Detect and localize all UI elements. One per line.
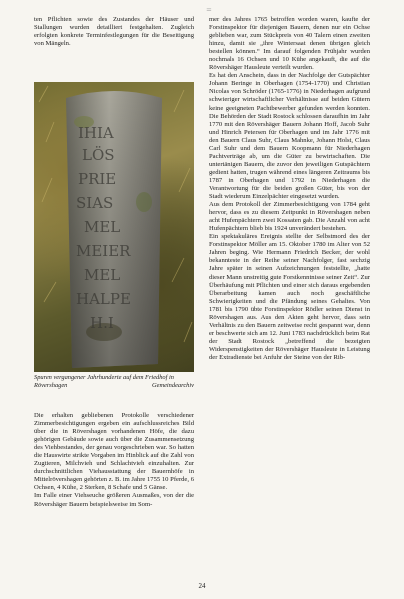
paragraph: Es hat den Anschein, dass in der Nachfolge der Gutspächter Johann Beringe in Oberhagen (1754-1770) und Christian Nicolas von Schröder (1765-1776) in Niederhagen aufgrund schwieriger wirtschaftlicher Verhältnisse auf beiden Gütern keine geeigneten Pachtbewerber gefunden werden konnten. Die Behörden der Stadt Rostock schlossen daraufhin im Jahr 1770 mit den Rövershäger Bauern Johann Hoff, Jacob Suhr und Hinrich Petersen für Oberhagen und im Jahr 1776 mit den Bauern Claus Suhr, Claus Mahnke, Johann Holst, Claus Carl Suhr und dem Bauern Koopmann für Niederhagen Pachtverträge ab, um die Güter zu bewirtschaften. Die untertänigen Bauern, die zuvor den jeweiligen Gutspächtern gedient hatten, trugen während eines längeren Zeitraums bis 1787 in Oberhagen und 1792 in Niederhagen die Verantwortung für die beiden großen Güter, bis von der Stadt wiederum Einzelpächter eingesetzt wurden.: [209, 72, 370, 201]
paragraph: mer des Jahres 1765 betroffen worden waren, kaufte der Forstinspektor für diejenigen Bauern, denen nur ein Ochse geblieben war, zum Stückpreis von 40 Talern einen zweiten hinzu, damit sie „ihre Wintersaat denen übrigen gleich bestellen können.“ Im darauf folgenden Frühjahr wurden nochmals 16 Ochsen und 10 Kühe angekauft, die auf die Rövershäger Hausleute verteilt wurden.: [209, 16, 370, 72]
gravestone-illustration: [34, 82, 194, 372]
left-column-bottom: [34, 412, 194, 509]
caption-text: Spuren vergangener Jahrhunderte auf dem Friedhof in Rövershagen: [34, 374, 174, 389]
inscription-line: H.I: [90, 314, 114, 332]
paragraph: Im Falle einer Viehseuche größeren Ausmaßes, von der die Rövershäger Bauern beispielsweise im Som-: [34, 492, 194, 508]
paragraph: Aus dem Protokoll der Zimmerbesichtigung von 1784 geht hervor, dass es zu diesem Zeitpunkt in Rövershagen neben acht Hufenpächtern zwei Kossaten gab. Die Anzahl von acht Hufenpächtern blieb bis 1924 unverändert bestehen.: [209, 201, 370, 233]
inscription-line: LÖS: [82, 146, 115, 164]
right-column: [209, 16, 370, 362]
inscription-line: PRIE: [78, 170, 117, 188]
paragraph: Die erhalten gebliebenen Protokolle verschiedener Zimmerbesichtigungen ergeben ein aufschlussreiches Bild über die in Rövershagen vorhandenen Höfe, die dazu gehörigen Gebäude sowie auch über die Zusammensetzung des Viehbestandes, der genau vorgeschrieben war. So hatten die Hauswirte strikte Vorgaben im Hinblick auf die Zahl von Zugtieren, Milchvieh und Schlachtvieh einzuhalten. Zur durchschnittlichen Viehausstattung der Bauernhöfe in Mittelrövershagen gehörten z. B. im Jahre 1755 10 Pferde, 6 Ochsen, 4 Kühe, 2 Sterken, 8 Schafe und 5 Gänse.: [34, 412, 194, 492]
inscription-line: HALPE: [76, 290, 131, 308]
gravestone-photo: [34, 82, 194, 372]
inscription-line: IHIA: [78, 124, 114, 142]
corner-mark: =: [206, 6, 212, 14]
left-column-top: [34, 16, 194, 48]
inscription-line: MEL: [84, 218, 121, 236]
photo-credit: Gemeindearchiv: [152, 382, 194, 389]
inscription-line: SIAS: [76, 194, 114, 212]
page-number: 24: [198, 582, 206, 590]
inscription-line: MEL: [84, 266, 121, 284]
inscription-line: MEIER: [76, 242, 131, 260]
figure-caption: [34, 374, 194, 390]
paragraph: ten Pflichten sowie des Zustandes der Häuser und Stallungen wurden detailliert festgehalten. Zugleich erfolgten konkrete Terminfestlegungen für die Beseitigung von Mängeln.: [34, 16, 194, 48]
paragraph: Ein spektakuläres Ereignis stellte der Selbstmord des der Forstinspektor Möller am 15. Oktober 1780 im Alter von 52 Jahren beging. Wie Hermann Friedrich Becker, der wohl bekannteste in der Reihe seiner Nachfolger, fast sechzig Jahre später in seinen Aufzeichnungen feststellte, „hatte dieser Mann unstreitig gute Forstkenntnisse seiner Zeit“. Zur Überhäufung mit Pflichten und einer sich daraus ergebenden Überarbeitung kamen auch noch geschäftliche Schwierigkeiten und die Pfändung seines Gehaltes. Von 1781 bis 1790 übte Forstinspektor Rödler seinen Dienst in Rövershagen aus. Aus den Akten geht hervor, dass sein Verhältnis zu den Bauern zeitweise recht gespannt war, denn er beschwerte sich am 12. Juni 1783 nachdrücklich beim Rat der Stadt Rostock „betreffend die bezeigten Widerspenstigkeiten der Rövershäger Hausleute in Leistung der Extradienste bei Anfuhr der Steine von der Rib-: [209, 233, 370, 361]
